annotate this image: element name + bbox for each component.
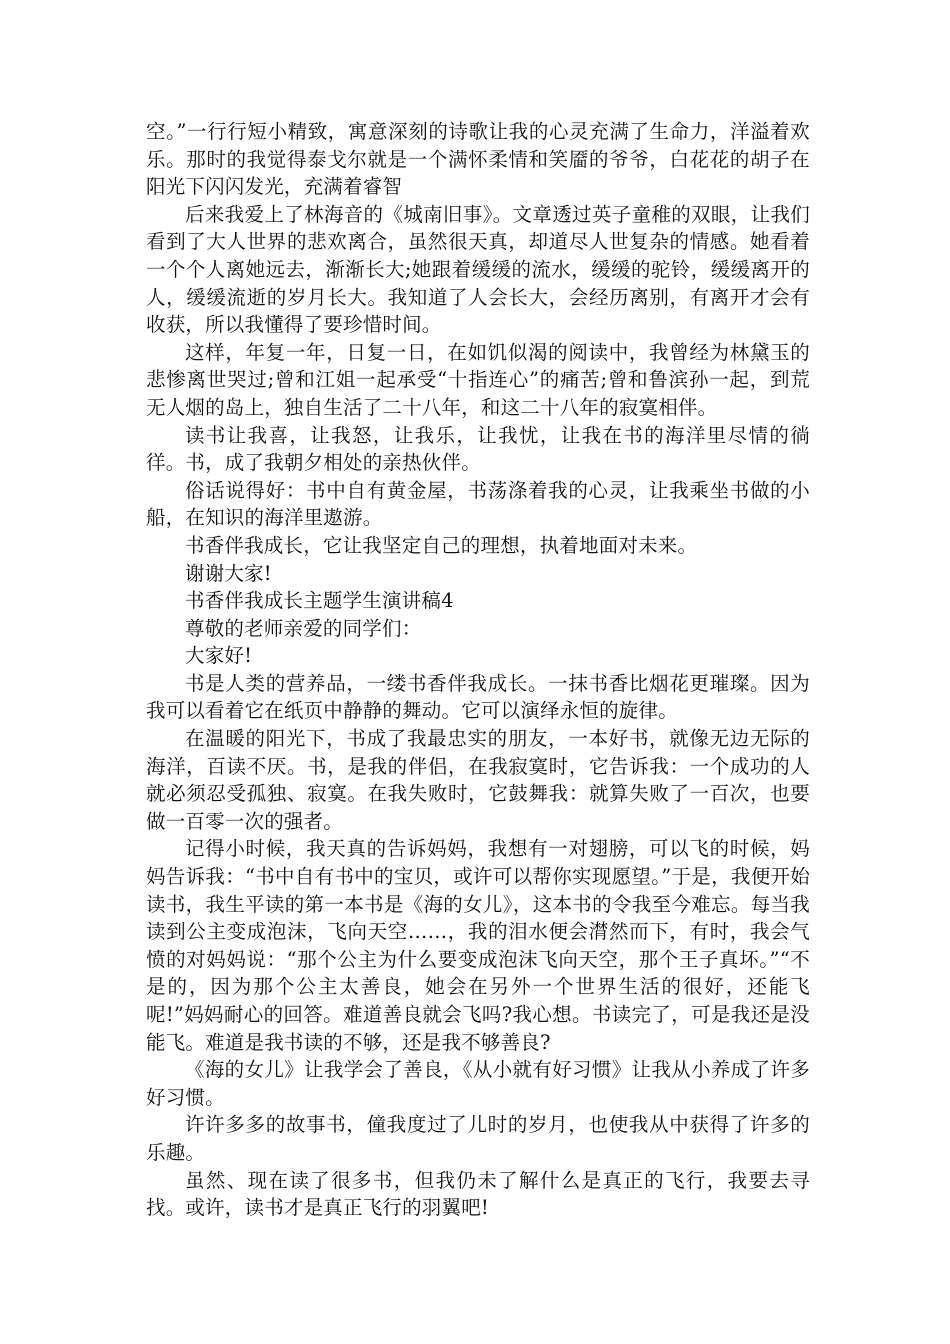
paragraph-11: 书是人类的营养品，一缕书香伴我成长。一抹书香比烟花更璀璨。因为我可以看着它在纸页中静静的舞动。它可以演绎永恒的旋律。 xyxy=(146,671,810,723)
paragraph-6: 书香伴我成长，它让我坚定自己的理想，执着地面对未来。 xyxy=(185,533,698,557)
paragraph-5: 俗话说得好：书中自有黄金屋，书荡涤着我的心灵，让我乘坐书做的小船，在知识的海洋里遨游。 xyxy=(146,478,810,530)
salutation: 尊敬的老师亲爱的同学们： xyxy=(185,616,422,640)
paragraph-13: 记得小时候，我天真的告诉妈妈，我想有一对翅膀，可以飞的时候，妈妈告诉我：“书中自有书中的宝贝，或许可以帮你实现愿望。”于是，我便开始读书，我生平读的第一本书是《海的女儿》，这本书的令我至今难忘。每当我读到公主变成泡沫，飞向天空……，我的泪水便会潸然而下，有时，我会气愤的对妈妈说：“那个公主为什么要变成泡沫飞向天空，那个王子真坏。”“不是的，因为那个公主太善良，她会在另外一个世界生活的很好，还能飞呢!”妈妈耐心的回答。难道善良就会飞吗?我心想。书读完了，可是我还是没能飞。难道是我书读的不够，还是我不够善良? xyxy=(146,837,810,1054)
document-body xyxy=(146,118,810,1222)
paragraph-16: 虽然、现在读了很多书，但我仍未了解什么是真正的飞行，我要去寻找。或许，读书才是真正飞行的羽翼吧! xyxy=(146,1168,810,1220)
paragraph-2: 后来我爱上了林海音的《城南旧事》。文章透过英子童稚的双眼，让我们看到了大人世界的悲欢离合，虽然很天真，却道尽人世复杂的情感。她看着一个个人离她远去，渐渐长大;她跟着缓缓的流水，缓缓的驼铃，缓缓离开的人，缓缓流逝的岁月长大。我知道了人会长大，会经历离别，有离开才会有收获，所以我懂得了要珍惜时间。 xyxy=(146,202,810,337)
paragraph-15: 许许多多的故事书，僮我度过了儿时的岁月，也使我从中获得了许多的乐趣。 xyxy=(146,1113,810,1164)
section-title: 书香伴我成长主题学生演讲稿4 xyxy=(185,589,454,613)
paragraph-14: 《海的女儿》让我学会了善良，《从小就有好习惯》让我从小养成了许多好习惯。 xyxy=(146,1058,810,1109)
greeting: 大家好! xyxy=(185,644,253,668)
paragraph-4: 读书让我喜，让我怒，让我乐，让我忧，让我在书的海洋里尽情的徜徉。书，成了我朝夕相处的亲热伙伴。 xyxy=(146,423,810,475)
closing-thanks: 谢谢大家! xyxy=(185,561,272,585)
paragraph-12: 在温暖的阳光下，书成了我最忠实的朋友，一本好书，就像无边无际的海洋，百读不厌。书，是我的伴侣，在我寂寞时，它告诉我：一个成功的人就必须忍受孤独、寂寞。在我失败时，它鼓舞我：就算失败了一百次，也要做一百零一次的强者。 xyxy=(146,727,810,833)
paragraph-3: 这样，年复一年，日复一日，在如饥似渴的阅读中，我曾经为林黛玉的悲惨离世哭过;曾和江姐一起承受“十指连心”的痛苦;曾和鲁滨孙一起，到荒无人烟的岛上，独自生活了二十八年，和这二十八年的寂寞相伴。 xyxy=(146,340,810,419)
paragraph-1: 空。”一行行短小精致，寓意深刻的诗歌让我的心灵充满了生命力，洋溢着欢乐。那时的我觉得泰戈尔就是一个满怀柔情和笑靥的爷爷，白花花的胡子在阳光下闪闪发光，充满着睿智 xyxy=(146,120,810,199)
